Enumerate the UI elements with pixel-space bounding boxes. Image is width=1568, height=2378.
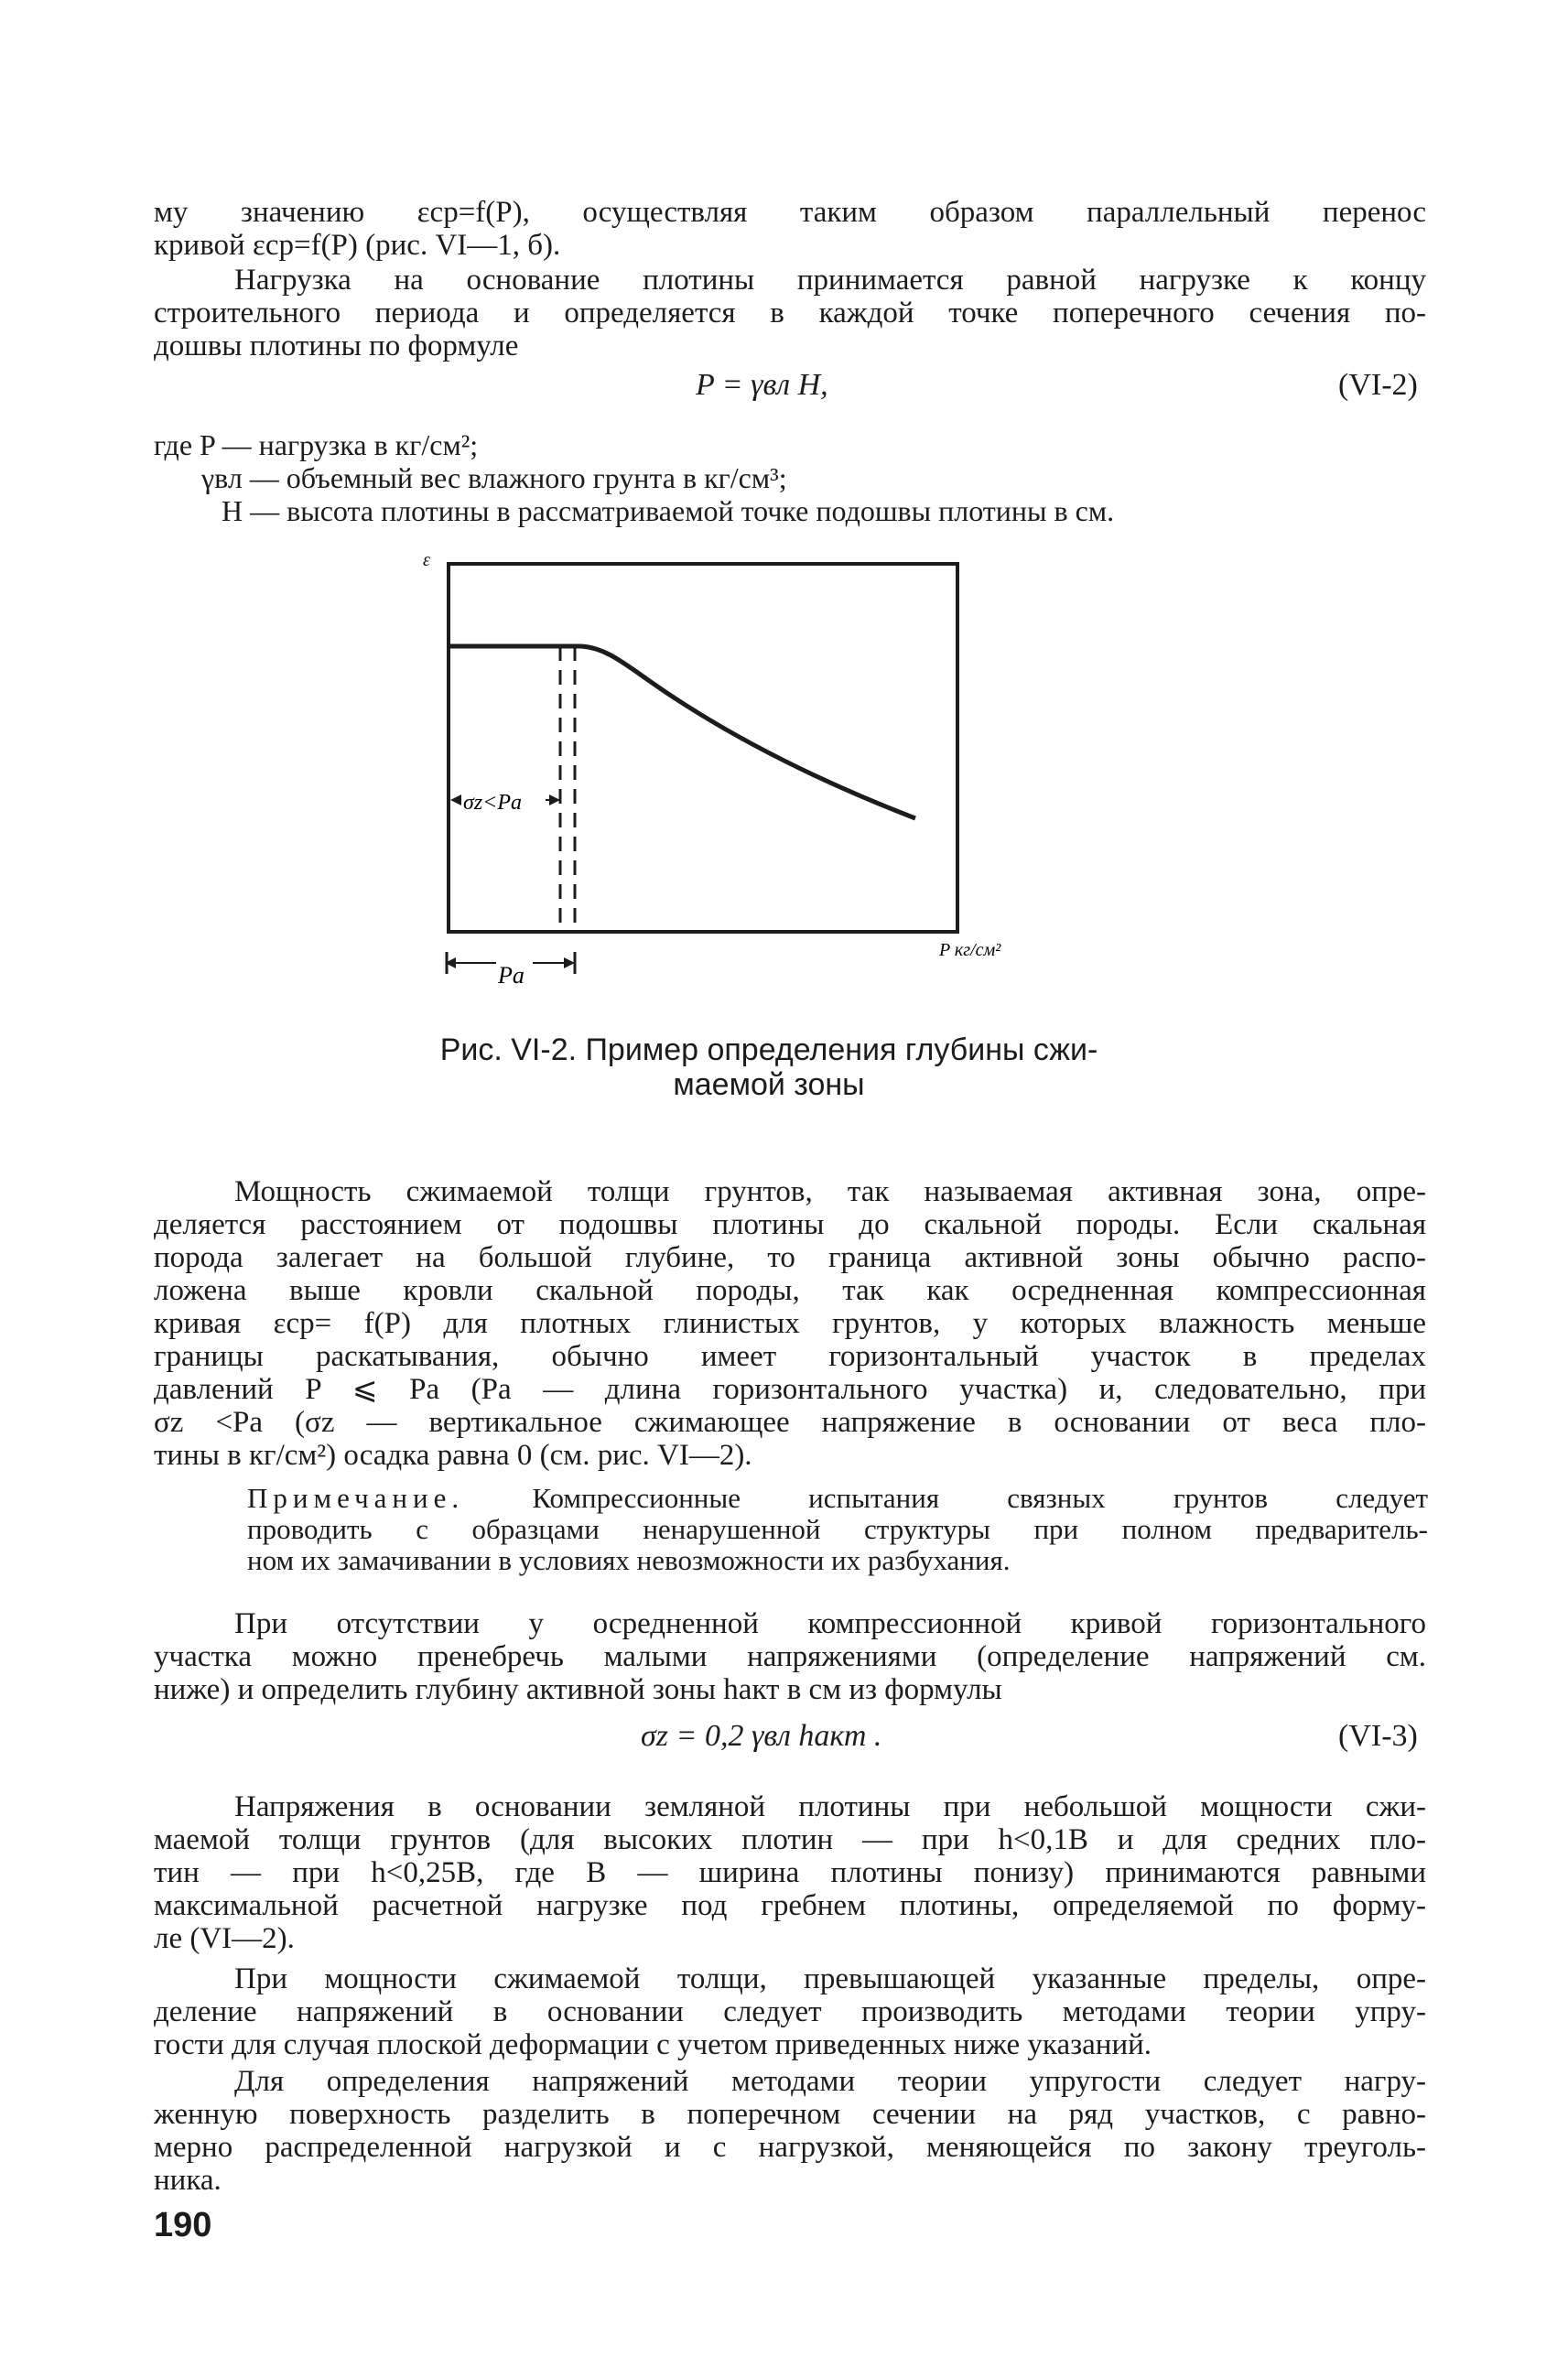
text-line: σz <Pa (σz — вертикальное сжимающее напряжение в основании от веса пло- bbox=[154, 1406, 1426, 1439]
text-line: строительного периода и определяется в каждой точке поперечного сечения по- bbox=[154, 297, 1426, 330]
text-line: ле (VI—2). bbox=[154, 1922, 295, 1955]
definition-p: где P — нагрузка в кг/см²; bbox=[154, 428, 479, 461]
text-line: му значению εср=f(P), осуществляя таким образом параллельный перенос bbox=[154, 196, 1426, 229]
sigma-label: σz<Pa bbox=[463, 791, 523, 815]
note-lead: Примечание. bbox=[247, 1482, 465, 1514]
paragraph-active-zone bbox=[154, 1175, 1426, 1472]
text-line: максимальной расчетной нагрузке под гребнем плотины, определяемой по форму- bbox=[154, 1889, 1426, 1922]
paragraph-load bbox=[154, 264, 1426, 362]
pa-label: Pa bbox=[498, 962, 524, 989]
text-line: проводить с образцами ненарушенной структуры при полном предваритель- bbox=[247, 1513, 1428, 1545]
figure-compression-curve bbox=[403, 549, 1001, 1025]
text-line: порода залегает на большой глубине, то граница активной зоны обычно распо- bbox=[154, 1241, 1426, 1274]
sigma-arrow-head-left bbox=[450, 794, 461, 805]
note-text: Компрессионные испытания связных грунтов следует bbox=[532, 1482, 1428, 1514]
compression-curve bbox=[581, 646, 915, 818]
text-line: Нагрузка на основание плотины принимается равной нагрузке к концу bbox=[234, 264, 1426, 297]
figure-caption bbox=[384, 1032, 1153, 1102]
paragraph-continuation bbox=[154, 196, 1426, 262]
formula-vi-3: σz = 0,2 γвл hакт . bbox=[641, 1719, 882, 1753]
definitions-list bbox=[154, 428, 1114, 527]
text-line: кривой εср=f(P) (рис. VI—1, б). bbox=[154, 229, 561, 262]
text-line: Мощность сжимаемой толщи грунтов, так называемая активная зона, опре- bbox=[234, 1175, 1426, 1208]
paragraph-absent-plateau bbox=[154, 1607, 1426, 1706]
text-line: При отсутствии у осредненной компрессионной кривой горизонтального bbox=[234, 1607, 1426, 1640]
x-axis-label: P кг/см² bbox=[939, 940, 1001, 960]
sigma-arrow-head-right bbox=[549, 794, 560, 805]
text-line: тин — при h<0,25B, где B — ширина плотины понизу) принимаются равными bbox=[154, 1856, 1426, 1889]
text-line: границы раскатывания, обычно имеет горизонтальный участок в пределах bbox=[154, 1340, 1426, 1373]
note-block bbox=[247, 1483, 1428, 1576]
text-line: маемой толщи грунтов (для высоких плотин — при h<0,1B и для средних пло- bbox=[154, 1823, 1426, 1856]
text-line: гости для случая плоской деформации с учетом приведенных ниже указаний. bbox=[154, 2028, 1152, 2061]
paragraph-stresses bbox=[154, 1790, 1426, 1955]
formula-vi-2: P = γвл H, bbox=[696, 368, 828, 402]
text-line: ложена выше кровли скальной породы, так как осредненная компрессионная bbox=[154, 1274, 1426, 1307]
caption-line: Рис. VI-2. Пример определения глубины сжи- bbox=[439, 1032, 1098, 1067]
equation-number-vi-2: (VI-2) bbox=[1338, 368, 1418, 402]
text-line: давлений P ⩽ Pa (Pa — длина горизонтального участка) и, следовательно, при bbox=[154, 1373, 1426, 1406]
text-line: женную поверхность разделить в поперечном сечении на ряд участков, с равно- bbox=[154, 2098, 1426, 2131]
paragraph-elastic-theory bbox=[154, 1962, 1426, 2061]
definition-h: H — высота плотины в рассматриваемой точке подошвы плотины в см. bbox=[222, 494, 1115, 527]
text-line: Напряжения в основании земляной плотины при небольшой мощности сжи- bbox=[234, 1790, 1426, 1823]
text-line: деляется расстоянием от подошвы плотины до скальной породы. Если скальная bbox=[154, 1208, 1426, 1241]
equation-number-vi-3: (VI-3) bbox=[1338, 1719, 1418, 1753]
text-line: мерно распределенной нагрузкой и с нагрузкой, меняющейся по закону треуголь- bbox=[154, 2131, 1426, 2164]
y-axis-label: ε bbox=[423, 550, 430, 570]
text-line: тины в кг/см²) осадка равна 0 (см. рис. VI—2). bbox=[154, 1439, 752, 1472]
text-line: ниже) и определить глубину активной зоны hакт в см из формулы bbox=[154, 1673, 1002, 1706]
text-line: При мощности сжимаемой толщи, превышающей указанные пределы, опре- bbox=[234, 1962, 1426, 1995]
text-line: дошвы плотины по формуле bbox=[154, 330, 519, 362]
definition-gamma: γвл — объемный вес влажного грунта в кг/см³; bbox=[201, 461, 787, 494]
figure-frame bbox=[449, 564, 957, 932]
text-line: кривая εср= f(P) для плотных глинистых грунтов, у которых влажность меньше bbox=[154, 1307, 1426, 1340]
paragraph-load-division bbox=[154, 2065, 1426, 2197]
pa-arrow-head-right bbox=[564, 957, 575, 968]
caption-line: маемой зоны bbox=[673, 1067, 865, 1102]
text-line: ном их замачивании в условиях невозможности их разбухания. bbox=[247, 1544, 1011, 1576]
text-line: Для определения напряжений методами теории упругости следует нагру- bbox=[234, 2065, 1426, 2098]
text-line bbox=[247, 1483, 1428, 1514]
text-line: участка можно пренебречь малыми напряжениями (определение напряжений см. bbox=[154, 1640, 1426, 1673]
text-line: деление напряжений в основании следует производить методами теории упру- bbox=[154, 1995, 1426, 2028]
page-number: 190 bbox=[154, 2206, 212, 2244]
text-line: ника. bbox=[154, 2164, 222, 2197]
